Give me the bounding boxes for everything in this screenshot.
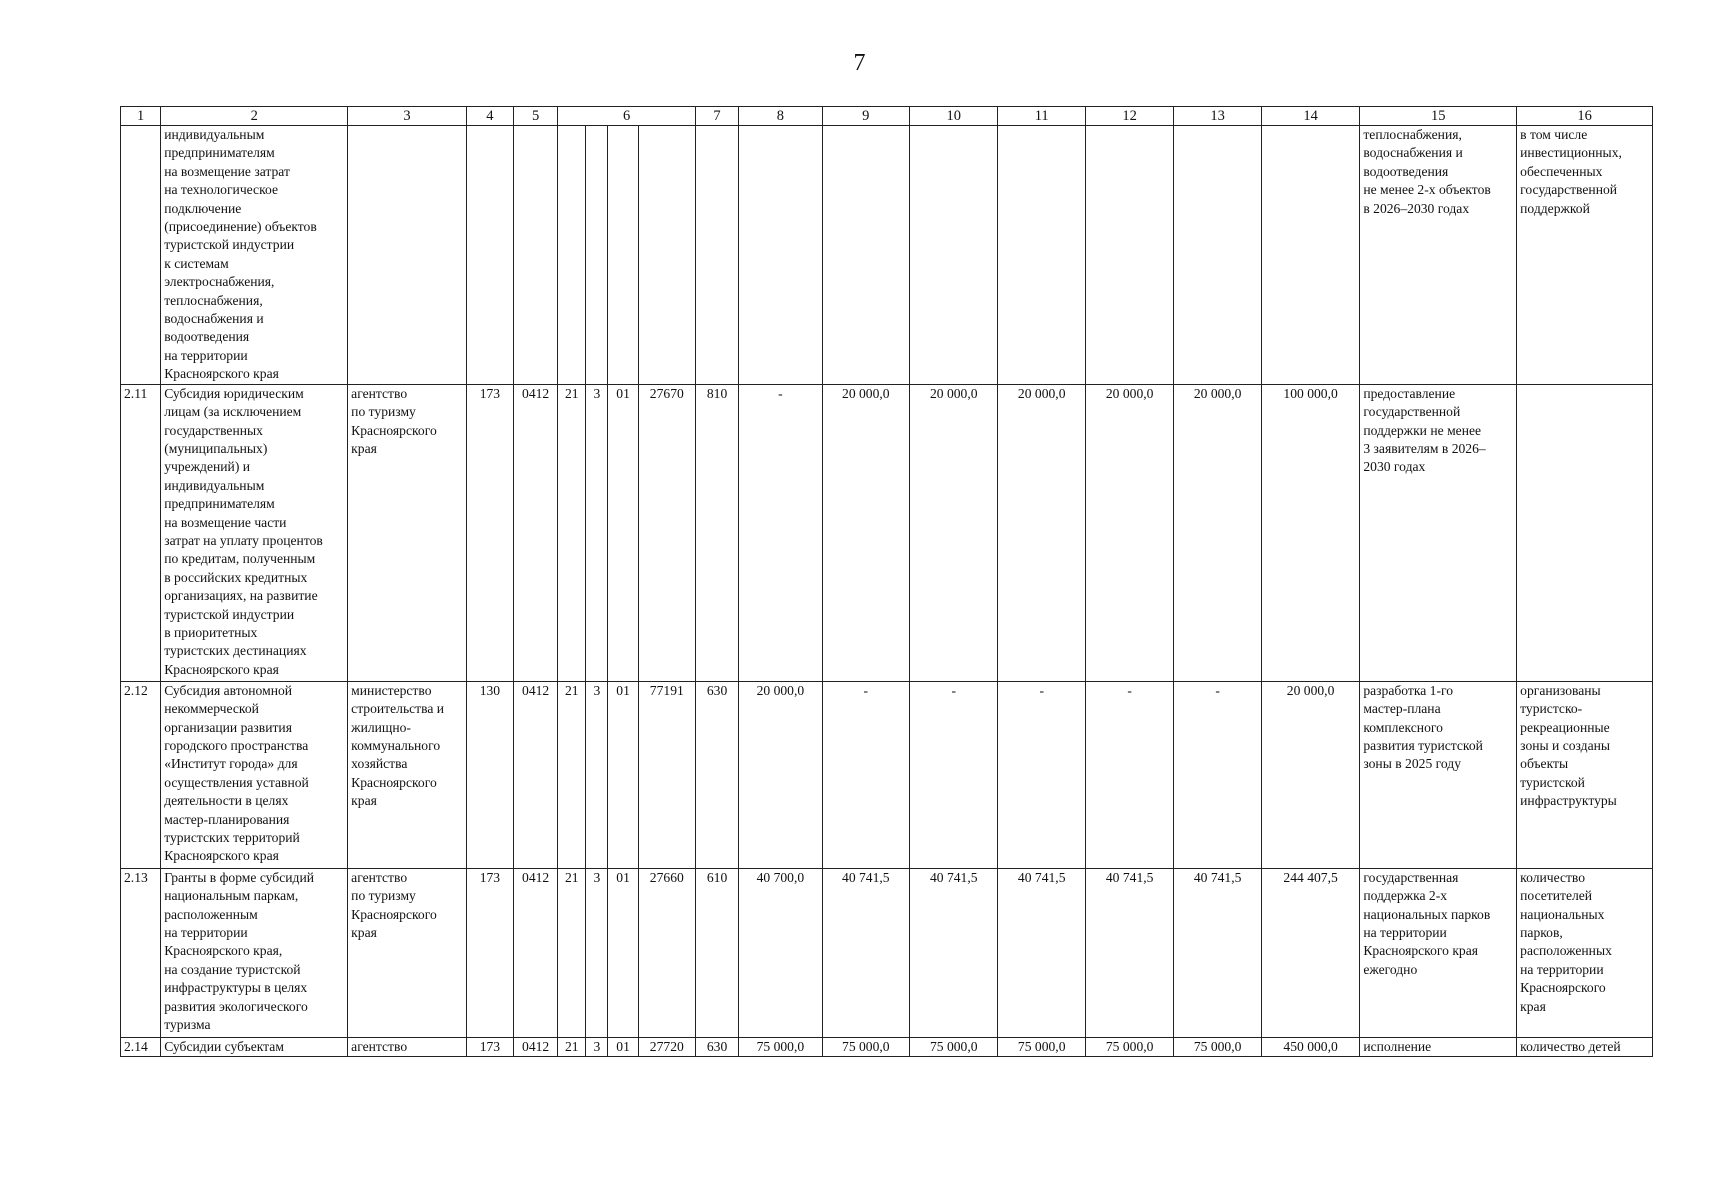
- cell-c11: -: [998, 681, 1085, 868]
- row-name: Субсидии субъектам: [161, 1037, 348, 1056]
- cell-c11: 40 741,5: [998, 868, 1085, 1037]
- cell-c5: [514, 126, 558, 385]
- row-name: Субсидия автономной некоммерческой организации развития городского пространства «Институт города» для осуществления уставной деятельности в целях мастер-планирования туристских территорий Красноярского края: [161, 681, 348, 868]
- cell-c6c: 01: [608, 1037, 638, 1056]
- row-executor: агентство: [348, 1037, 467, 1056]
- cell-c7: 630: [695, 681, 738, 868]
- header-cell: 10: [910, 107, 998, 126]
- cell-c8: -: [739, 384, 822, 681]
- cell-c10: 20 000,0: [910, 384, 998, 681]
- row-executor: агентство по туризму Красноярского края: [348, 868, 467, 1037]
- cell-c6c: 01: [608, 868, 638, 1037]
- cell-c8: [739, 126, 822, 385]
- row-indicator: в том числе инвестиционных, обеспеченных государственной поддержкой: [1517, 126, 1653, 385]
- cell-c13: 75 000,0: [1174, 1037, 1261, 1056]
- cell-c8: 40 700,0: [739, 868, 822, 1037]
- row-indicator: [1517, 384, 1653, 681]
- header-cell: 5: [514, 107, 558, 126]
- cell-c14: [1261, 126, 1360, 385]
- cell-c6d: 27720: [638, 1037, 695, 1056]
- cell-c9: 75 000,0: [822, 1037, 909, 1056]
- cell-c5: 0412: [514, 384, 558, 681]
- cell-c7: 630: [695, 1037, 738, 1056]
- cell-c9: 20 000,0: [822, 384, 909, 681]
- header-cell: 14: [1261, 107, 1360, 126]
- cell-c8: 75 000,0: [739, 1037, 822, 1056]
- cell-c5: 0412: [514, 1037, 558, 1056]
- cell-c5: 0412: [514, 681, 558, 868]
- cell-c6c: [608, 126, 638, 385]
- cell-c4: 173: [466, 868, 513, 1037]
- cell-c6b: 3: [586, 681, 608, 868]
- cell-c12: 20 000,0: [1085, 384, 1173, 681]
- page-number: 7: [853, 50, 866, 76]
- cell-c6c: 01: [608, 384, 638, 681]
- cell-c6a: [558, 126, 586, 385]
- row-number: [121, 126, 161, 385]
- header-cell: 1: [121, 107, 161, 126]
- header-cell: 12: [1085, 107, 1173, 126]
- cell-c6a: 21: [558, 384, 586, 681]
- header-cell: 2: [161, 107, 348, 126]
- cell-c12: -: [1085, 681, 1173, 868]
- header-row: [121, 107, 1653, 126]
- row-result: исполнение: [1360, 1037, 1517, 1056]
- cell-c11: [998, 126, 1085, 385]
- row-executor: министерство строительства и жилищно- коммунального хозяйства Красноярского края: [348, 681, 467, 868]
- cell-c8: 20 000,0: [739, 681, 822, 868]
- row-executor: [348, 126, 467, 385]
- header-cell: 15: [1360, 107, 1517, 126]
- header-cell: 9: [822, 107, 909, 126]
- cell-c10: [910, 126, 998, 385]
- cell-c6b: 3: [586, 1037, 608, 1056]
- header-cell: 11: [998, 107, 1085, 126]
- cell-c14: 100 000,0: [1261, 384, 1360, 681]
- header-cell: 4: [466, 107, 513, 126]
- cell-c7: [695, 126, 738, 385]
- cell-c6d: 77191: [638, 681, 695, 868]
- budget-table: [120, 106, 1653, 1057]
- row-indicator: количество посетителей национальных парков, расположенных на территории Красноярского края: [1517, 868, 1653, 1037]
- cell-c7: 810: [695, 384, 738, 681]
- cell-c11: 20 000,0: [998, 384, 1085, 681]
- row-result: государственная поддержка 2-х национальных парков на территории Красноярского края ежегодно: [1360, 868, 1517, 1037]
- cell-c14: 450 000,0: [1261, 1037, 1360, 1056]
- row-number: 2.12: [121, 681, 161, 868]
- header-cell: 8: [739, 107, 822, 126]
- cell-c4: [466, 126, 513, 385]
- row-indicator: организованы туристско- рекреационные зоны и созданы объекты туристской инфраструктуры: [1517, 681, 1653, 868]
- row-name: Гранты в форме субсидий национальным паркам, расположенным на территории Красноярского края, на создание туристской инфраструктуры в целях развития экологического туризма: [161, 868, 348, 1037]
- cell-c6d: 27670: [638, 384, 695, 681]
- cell-c6a: 21: [558, 681, 586, 868]
- cell-c6c: 01: [608, 681, 638, 868]
- cell-c13: [1174, 126, 1261, 385]
- row-indicator: количество детей: [1517, 1037, 1653, 1056]
- cell-c11: 75 000,0: [998, 1037, 1085, 1056]
- cell-c6b: [586, 126, 608, 385]
- cell-c13: -: [1174, 681, 1261, 868]
- cell-c9: 40 741,5: [822, 868, 909, 1037]
- header-cell: 16: [1517, 107, 1653, 126]
- cell-c6a: 21: [558, 868, 586, 1037]
- row-number: 2.11: [121, 384, 161, 681]
- cell-c14: 244 407,5: [1261, 868, 1360, 1037]
- table-row: [121, 1037, 1653, 1056]
- cell-c9: [822, 126, 909, 385]
- header-cell: 6: [558, 107, 696, 126]
- cell-c5: 0412: [514, 868, 558, 1037]
- cell-c14: 20 000,0: [1261, 681, 1360, 868]
- row-name: индивидуальным предпринимателям на возмещение затрат на технологическое подключение (присоединение) объектов туристской индустрии к системам электроснабжения, теплоснабжения, водоснабжения и водоотведения на территории Красноярского края: [161, 126, 348, 385]
- cell-c6b: 3: [586, 384, 608, 681]
- table-row: [121, 681, 1653, 868]
- cell-c10: 40 741,5: [910, 868, 998, 1037]
- cell-c12: 75 000,0: [1085, 1037, 1173, 1056]
- cell-c13: 20 000,0: [1174, 384, 1261, 681]
- header-cell: 3: [348, 107, 467, 126]
- row-name: Субсидия юридическим лицам (за исключением государственных (муниципальных) учреждений) и индивидуальным предпринимателям на возмещение части затрат на уплату процентов по кредитам, полученным в российских кредитных организациях, на развитие туристской индустрии в приоритетных туристских дестинациях Красноярского края: [161, 384, 348, 681]
- row-number: 2.14: [121, 1037, 161, 1056]
- cell-c6a: 21: [558, 1037, 586, 1056]
- cell-c12: [1085, 126, 1173, 385]
- row-number: 2.13: [121, 868, 161, 1037]
- header-cell: 7: [695, 107, 738, 126]
- table-row: [121, 384, 1653, 681]
- cell-c4: 173: [466, 384, 513, 681]
- cell-c10: 75 000,0: [910, 1037, 998, 1056]
- table-row: [121, 126, 1653, 385]
- row-result: предоставление государственной поддержки не менее 3 заявителям в 2026– 2030 годах: [1360, 384, 1517, 681]
- cell-c6d: 27660: [638, 868, 695, 1037]
- row-executor: агентство по туризму Красноярского края: [348, 384, 467, 681]
- cell-c6b: 3: [586, 868, 608, 1037]
- header-cell: 13: [1174, 107, 1261, 126]
- cell-c9: -: [822, 681, 909, 868]
- cell-c7: 610: [695, 868, 738, 1037]
- table-row: [121, 868, 1653, 1037]
- cell-c10: -: [910, 681, 998, 868]
- cell-c4: 173: [466, 1037, 513, 1056]
- cell-c13: 40 741,5: [1174, 868, 1261, 1037]
- cell-c6d: [638, 126, 695, 385]
- cell-c12: 40 741,5: [1085, 868, 1173, 1037]
- cell-c4: 130: [466, 681, 513, 868]
- row-result: разработка 1-го мастер-плана комплексного развития туристской зоны в 2025 году: [1360, 681, 1517, 868]
- row-result: теплоснабжения, водоснабжения и водоотведения не менее 2-х объектов в 2026–2030 годах: [1360, 126, 1517, 385]
